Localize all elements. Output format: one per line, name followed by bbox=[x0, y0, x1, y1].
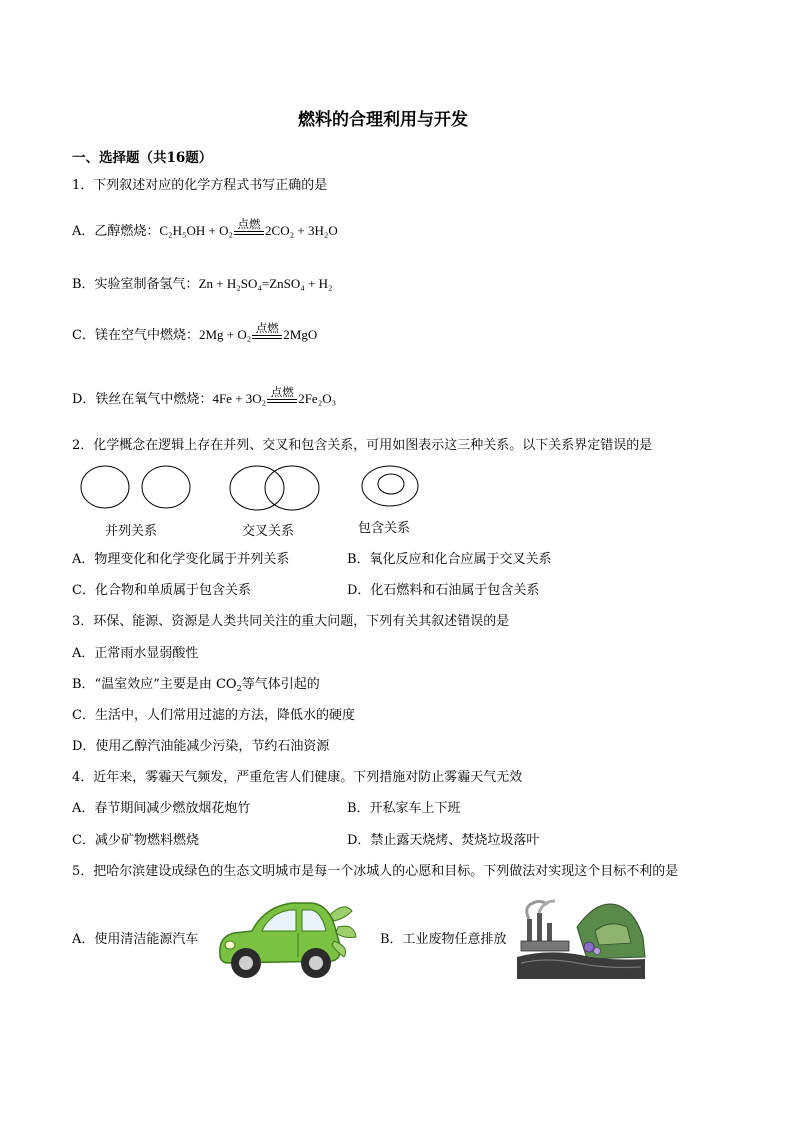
parallel-circle-right bbox=[142, 466, 190, 508]
q2-stem: 2．化学概念在逻辑上存在并列、交叉和包含关系，可用如图表示这三种关系。以下关系界定错误的是 bbox=[72, 438, 653, 453]
q1-option-d bbox=[72, 385, 337, 409]
parallel-circle-left bbox=[81, 466, 129, 508]
q1-stem: 1．下列叙述对应的化学方程式书写正确的是 bbox=[72, 178, 328, 193]
include-circle-outer bbox=[362, 466, 418, 506]
q1-b-equation: Zn + H₂SO₄=ZnSO₄ + H₂ bbox=[198, 276, 333, 291]
q1-d-label: D．铁丝在氧气中燃烧： bbox=[72, 392, 213, 407]
q1-d-right: 2Fe₂O₃ bbox=[298, 391, 337, 406]
q5-option-b: B．工业废物任意排放 bbox=[380, 932, 507, 947]
q1-b-label: B．实验室制备氢气： bbox=[72, 277, 199, 292]
relation-diagram bbox=[72, 460, 432, 520]
q1-c-left: 2Mg + O₂ bbox=[198, 327, 252, 342]
ignite-label: 点燃 bbox=[270, 385, 294, 399]
ignite-label: 点燃 bbox=[255, 321, 279, 335]
q3-b-pre: B．“温室效应”主要是由 CO bbox=[72, 677, 237, 692]
cross-circle-right bbox=[265, 466, 319, 510]
q5-option-a: A．使用清洁能源汽车 bbox=[72, 932, 199, 947]
section-heading: 一、选择题（共16题） bbox=[72, 150, 213, 166]
ignite-label: 点燃 bbox=[237, 217, 261, 231]
q1-a-condition bbox=[234, 217, 264, 241]
q1-c-condition bbox=[252, 321, 282, 345]
q3-b-post: 等气体引起的 bbox=[241, 677, 320, 692]
q1-d-condition bbox=[267, 385, 297, 409]
q1-c-right: 2MgO bbox=[283, 327, 318, 342]
q3-option-c: C．生活中，人们常用过滤的方法，降低水的硬度 bbox=[72, 708, 355, 723]
q3-option-a: A．正常雨水显弱酸性 bbox=[72, 646, 199, 661]
q2-option-d: D．化石燃料和石油属于包含关系 bbox=[347, 583, 540, 598]
q2-option-a: A．物理变化和化学变化属于并列关系 bbox=[72, 552, 290, 567]
include-circle-inner bbox=[378, 474, 404, 494]
industrial-pollution-illustration bbox=[517, 897, 647, 979]
q2-option-b: B．氧化反应和化合应属于交叉关系 bbox=[347, 552, 552, 567]
q4-stem: 4．近年来，雾霾天气频发，严重危害人们健康。下列措施对防止雾霾天气无效 bbox=[72, 770, 523, 785]
q4-option-b: B．开私家车上下班 bbox=[347, 801, 461, 816]
q5-stem: 5．把哈尔滨建设成绿色的生态文明城市是每一个冰城人的心愿和目标。下列做法对实现这个目标不利的是 bbox=[72, 864, 679, 879]
q1-a-right: 2CO₂ + 3H₂O bbox=[265, 223, 338, 238]
q1-a-left: C₂H₅OH + O₂ bbox=[159, 223, 234, 238]
q4-option-c: C．减少矿物燃料燃烧 bbox=[72, 833, 199, 848]
q1-c-label: C．镁在空气中燃烧： bbox=[72, 328, 199, 343]
q4-option-d: D．禁止露天烧烤、焚烧垃圾落叶 bbox=[347, 833, 540, 848]
q3-b-sub: 2 bbox=[236, 684, 242, 693]
q3-option-b bbox=[72, 676, 320, 694]
label-parallel: 并列关系 bbox=[105, 524, 158, 539]
q2-option-c: C．化合物和单质属于包含关系 bbox=[72, 583, 251, 598]
q4-option-a: A．春节期间减少燃放烟花炮竹 bbox=[72, 801, 251, 816]
q1-option-b bbox=[72, 275, 333, 294]
q3-option-d: D．使用乙醇汽油能减少污染，节约石油资源 bbox=[72, 739, 330, 754]
q3-stem: 3．环保、能源、资源是人类共同关注的重大问题，下列有关其叙述错误的是 bbox=[72, 614, 510, 629]
q1-option-c bbox=[72, 321, 318, 345]
green-car-illustration bbox=[212, 893, 358, 983]
q1-d-left: 4Fe + 3O₂ bbox=[212, 391, 267, 406]
page-title: 燃料的合理利用与开发 bbox=[298, 110, 468, 130]
label-cross: 交叉关系 bbox=[242, 524, 295, 539]
label-include: 包含关系 bbox=[358, 521, 411, 536]
cross-circle-left bbox=[230, 466, 284, 510]
q1-a-label: A．乙醇燃烧： bbox=[72, 224, 160, 239]
q1-option-a bbox=[72, 217, 338, 241]
